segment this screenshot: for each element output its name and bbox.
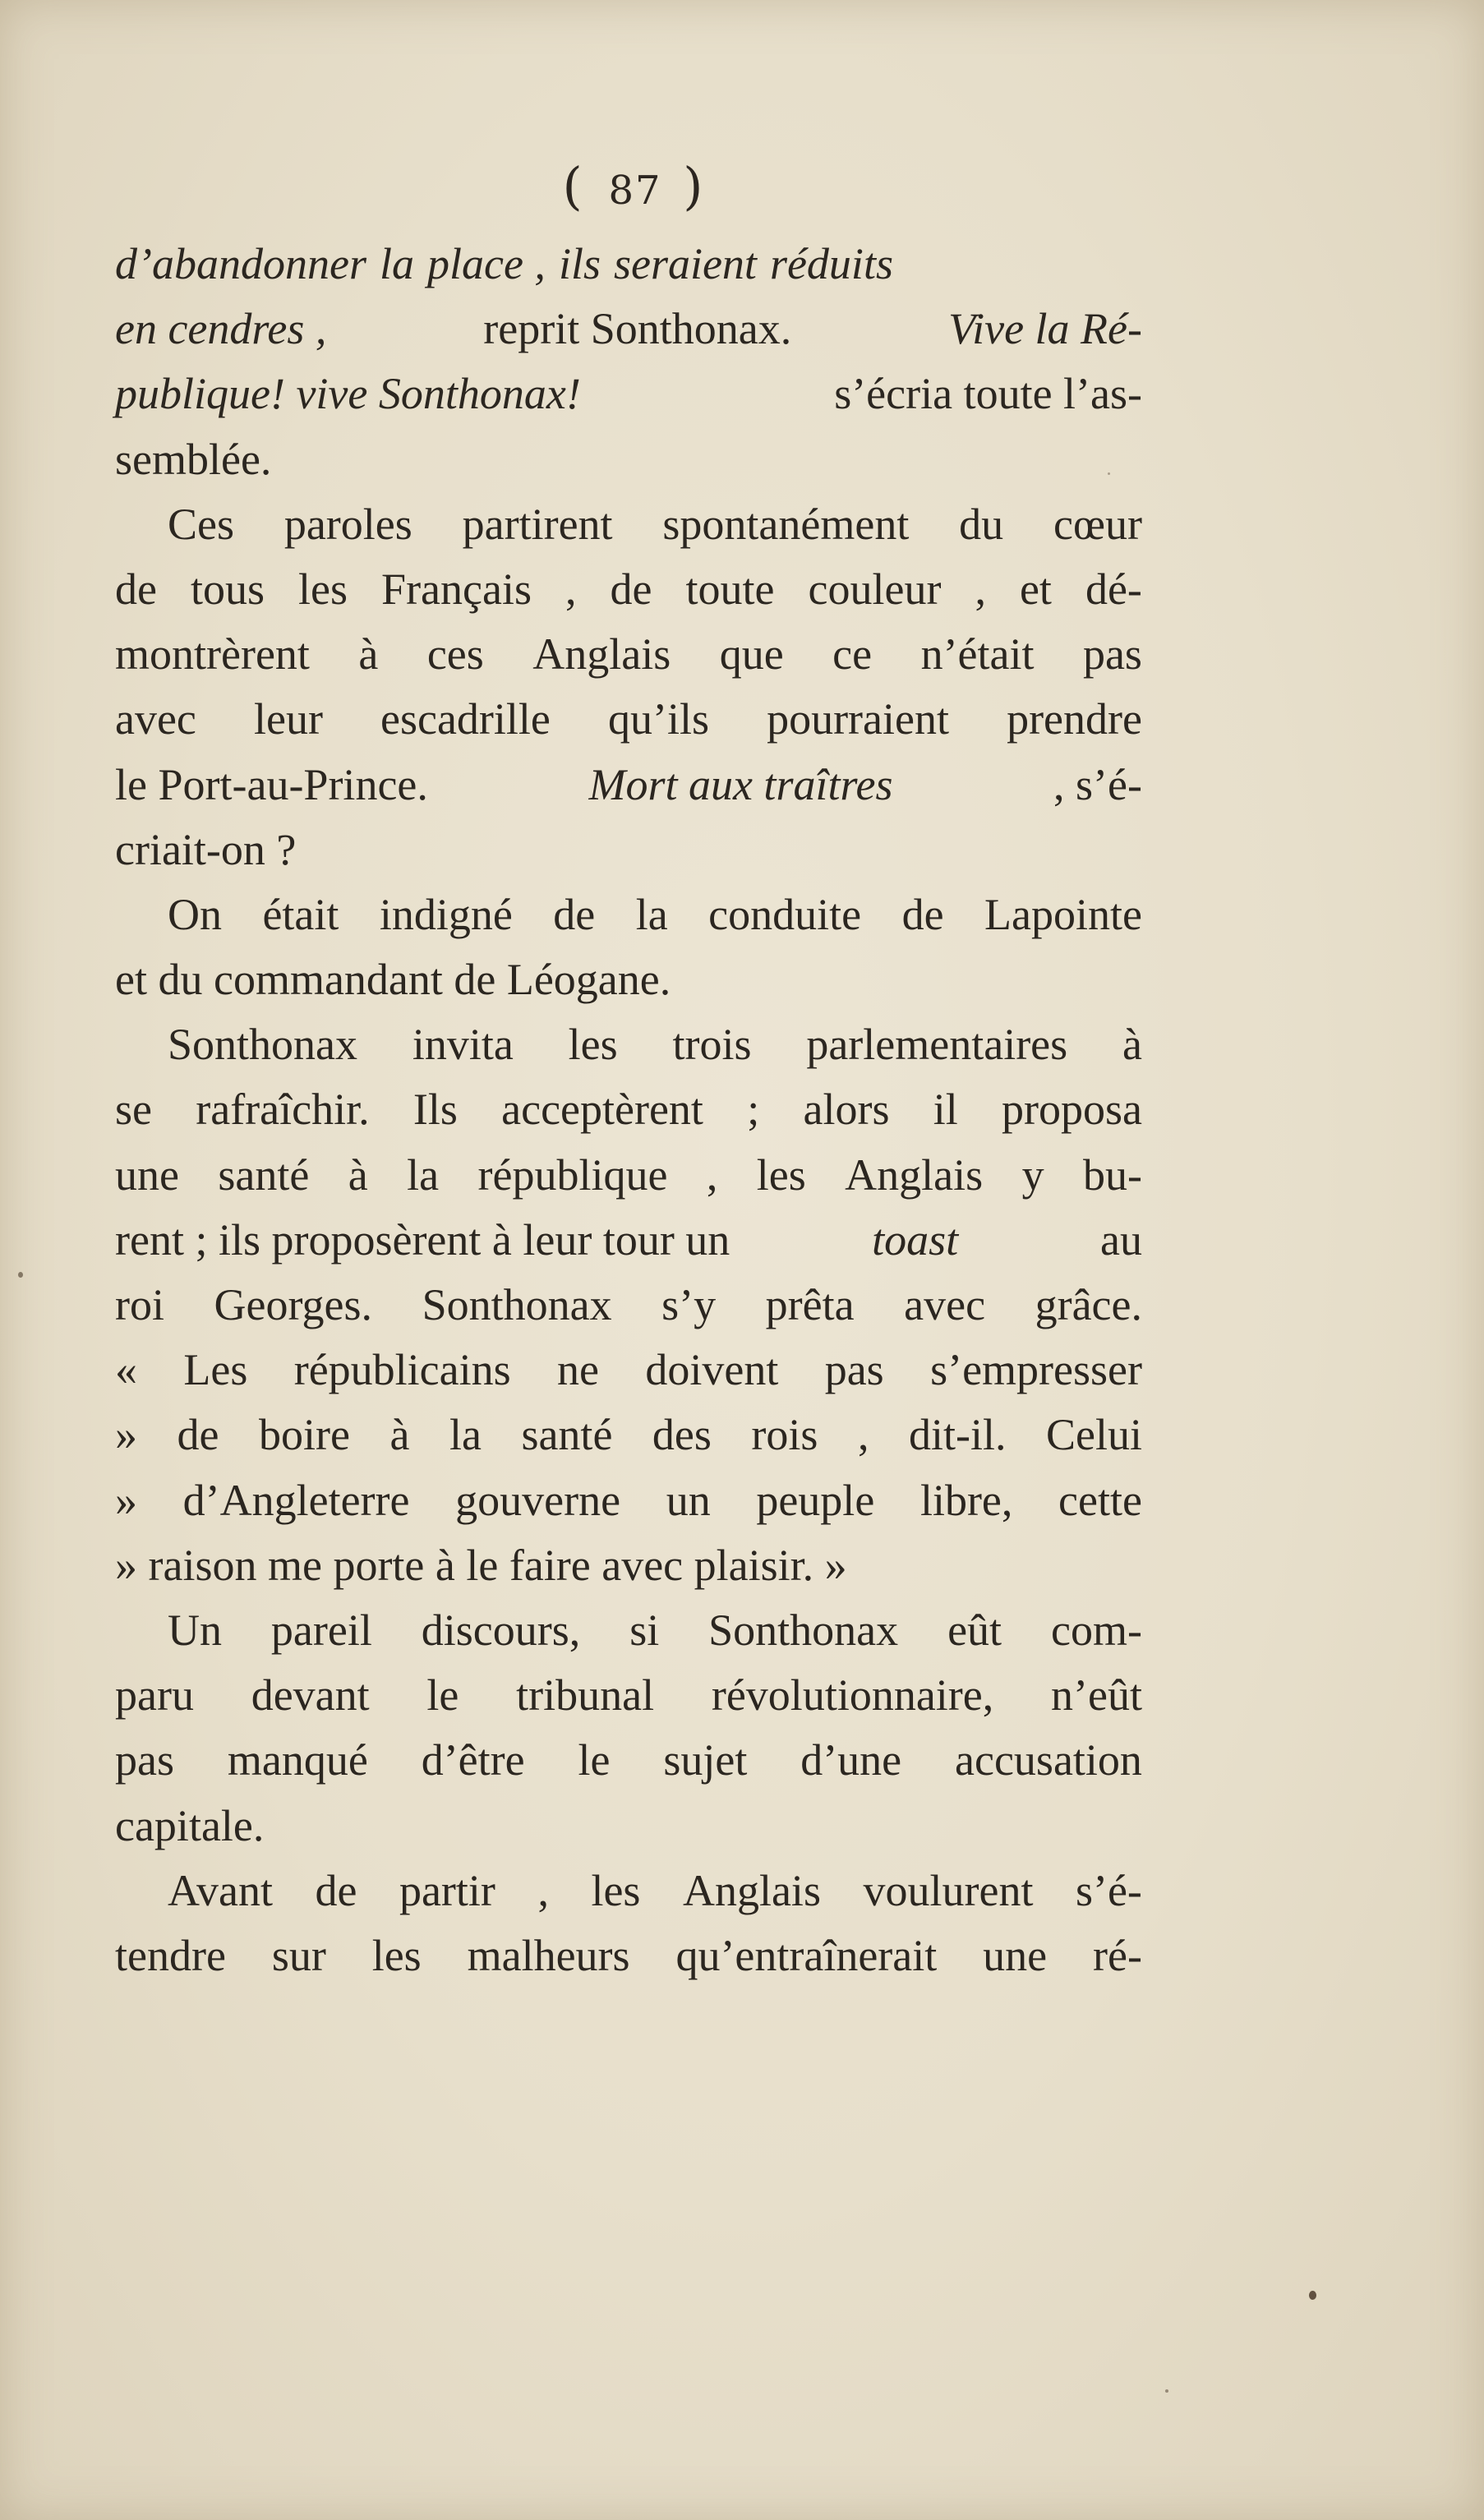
word: tribunal [516,1670,655,1721]
word: paru [115,1670,194,1721]
word: s’y [661,1280,717,1329]
word: il [933,1085,958,1135]
word: acceptèrent [501,1085,703,1135]
word: Celui [1045,1410,1142,1460]
italic-text-segment: toast [872,1214,959,1265]
word: » [115,1410,137,1460]
word: d’Angleterre [182,1475,410,1525]
word: une [983,1930,1048,1980]
text-segment [115,1143,1142,1208]
word: devant [251,1670,370,1721]
text-line [115,1794,1142,1859]
word: révolutionnaire, [711,1670,994,1721]
ink-speck [1165,2389,1168,2393]
word: de [553,889,596,939]
word: Français [381,564,532,614]
word: discours, [421,1605,581,1655]
word: com- [1050,1605,1142,1655]
italic-text-segment: la [379,239,414,288]
text-segment [168,1012,1142,1077]
text-segment [115,1338,1142,1403]
word: libre, [919,1475,1013,1525]
word: le [578,1735,611,1785]
word: des [652,1410,712,1460]
text-segment [168,882,1142,947]
word: de [610,564,652,614]
word: spontanément [662,499,910,549]
word: santé [521,1410,613,1460]
text-segment: semblée. [115,434,272,484]
text-segment [115,1403,1142,1467]
word: grâce. [1035,1280,1142,1329]
word: Anglais [682,1865,821,1915]
text-segment: , s’é- [1053,759,1142,809]
word: ; [747,1085,760,1135]
word: escadrille [380,694,551,744]
word: voulurent [863,1865,1034,1915]
word: santé [218,1149,310,1200]
word: cette [1058,1475,1142,1525]
word: qu’entraînerait [675,1930,938,1980]
word: doivent [645,1345,779,1395]
text-segment [168,1859,1142,1923]
word: de [315,1865,357,1915]
word: pareil [270,1605,372,1655]
body-text [115,232,1142,1988]
word: à [348,1149,368,1200]
word: , [975,564,986,614]
word: s’empresser [930,1345,1142,1395]
word: pas [1082,629,1142,680]
word: le [426,1670,459,1721]
word: n’eût [1051,1670,1142,1721]
text-line [115,1663,1142,1728]
word: , [537,1865,549,1915]
text-line [115,1923,1142,1988]
ink-speck [1309,2291,1316,2300]
word: manqué [227,1735,368,1785]
word: rafraîchir. [196,1085,370,1135]
word: cœur [1053,499,1142,549]
word: proposa [1002,1085,1142,1135]
word: sujet [663,1735,748,1785]
italic-text-segment: d’abandonner [115,239,366,288]
word: paroles [283,499,412,549]
word: peuple [756,1475,875,1525]
word: trois [672,1020,752,1070]
text-line [115,1077,1142,1142]
word: partirent [462,499,613,549]
word: les [756,1149,806,1200]
word: à [358,629,379,680]
word: avec [904,1280,986,1329]
word: prendre [1007,694,1142,744]
word: à [1122,1020,1142,1070]
word: n’était [920,629,1035,680]
word: si [629,1605,660,1655]
word: invita [412,1020,514,1070]
word: les [568,1020,618,1070]
word: Anglais [532,629,671,680]
italic-text-segment: réduits [769,239,893,288]
page-number-close-paren: ) [683,156,708,216]
word: s’é- [1075,1865,1142,1915]
text-segment: au [1100,1214,1142,1265]
word: prêta [765,1280,855,1329]
word: de [115,564,157,614]
word: parlementaires [806,1020,1068,1070]
word: Ces [168,499,234,549]
word: Sonthonax [168,1020,358,1070]
word: du [959,499,1004,549]
word: à [389,1410,410,1460]
text-line [115,1598,1142,1663]
word: une [115,1149,179,1200]
word: la [635,889,668,939]
text-line [115,1859,1142,1923]
word: partir [399,1865,495,1915]
text-line [115,947,1142,1012]
text-line [115,427,1142,492]
word: les [298,564,348,614]
word: toute [685,564,775,614]
word: se [115,1085,152,1135]
word: les [371,1930,422,1980]
word: eût [947,1605,1002,1655]
italic-text-segment: Vive la Ré- [948,304,1142,354]
text-segment [115,1663,1142,1728]
word: ré- [1093,1930,1142,1980]
word: république [477,1149,668,1200]
word: de [901,889,944,939]
text-segment [168,1598,1142,1663]
word: que [719,629,784,680]
italic-text-segment: place , [426,239,546,288]
word: ces [426,629,484,680]
text-line [115,1338,1142,1403]
text-line [115,687,1142,752]
text-segment [115,557,1142,622]
word: républicains [293,1345,511,1395]
word: leur [253,694,323,744]
word: couleur [808,564,942,614]
text-line [115,1403,1142,1467]
word: Avant [168,1865,273,1915]
word: rois [751,1410,818,1460]
word: sur [271,1930,326,1980]
word: Un [168,1605,222,1655]
text-line [115,1533,1142,1598]
word: ne [557,1345,599,1395]
word: pourraient [767,694,949,744]
word: Ils [412,1085,458,1135]
word: Georges. [214,1280,373,1329]
text-segment [168,492,1142,557]
text-line [115,1728,1142,1793]
text-line [115,557,1142,622]
word: alors [803,1085,890,1135]
text-segment: et du commandant de Léogane. [115,955,671,1005]
text-segment: rent ; ils proposèrent à leur tour un [115,1214,730,1265]
word: On [168,889,222,939]
word: , [565,564,577,614]
text-segment [115,1728,1142,1793]
word: « [115,1345,137,1395]
word: et [1019,564,1052,614]
text-line [115,1208,1142,1273]
word: roi [115,1280,164,1329]
word: un [666,1475,711,1525]
word: , [706,1149,718,1200]
ink-speck [1108,472,1110,475]
word: Les [183,1345,248,1395]
word: Sonthonax [708,1605,899,1655]
italic-text-segment: seraient [613,239,757,288]
italic-text-segment: publique! vive Sonthonax! [115,369,581,419]
page-number-value: 87 [608,168,662,214]
text-line [115,297,1142,362]
italic-text-segment: ils [558,239,601,288]
page-number-open-paren: ( [562,156,588,216]
word: ce [832,629,873,680]
word: pas [824,1345,884,1395]
text-segment [115,622,1142,687]
text-segment: capitale. [115,1800,265,1850]
ink-speck [18,1272,23,1278]
word: de [177,1410,219,1460]
text-line [115,1468,1142,1533]
text-line [115,622,1142,687]
text-line [115,753,1142,818]
text-line [115,818,1142,882]
word: d’une [800,1735,902,1785]
word: bu- [1082,1149,1142,1200]
text-segment [115,1923,1142,1988]
word: Anglais [845,1149,984,1200]
word: tendre [115,1930,226,1980]
word: montrèrent [115,629,310,680]
text-line [115,492,1142,557]
word: d’être [421,1735,525,1785]
word: la [407,1149,440,1200]
text-segment: s’écria toute l’as- [834,369,1142,419]
word: conduite [708,889,862,939]
word: qu’ils [607,694,709,744]
word: accusation [955,1735,1142,1785]
word: , [857,1410,869,1460]
text-segment: le Port-au-Prince. [115,759,428,809]
word: » [115,1475,137,1525]
italic-text-segment: Mort aux traîtres [588,759,893,809]
word: pas [115,1735,174,1785]
text-segment [115,1468,1142,1533]
word: dé- [1085,564,1142,614]
text-segment: reprit Sonthonax. [483,304,792,354]
word: malheurs [467,1930,630,1980]
word: avec [115,694,196,744]
text-line [115,232,1142,297]
text-segment: criait-on ? [115,824,297,874]
word: tous [190,564,265,614]
word: était [262,889,339,939]
text-line [115,882,1142,947]
page-number [0,156,1270,216]
text-line [115,362,1142,426]
text-segment [115,687,1142,752]
word: y [1021,1149,1044,1200]
word: Lapointe [984,889,1142,939]
text-line [115,1012,1142,1077]
word: gouverne [455,1475,621,1525]
word: Sonthonax [422,1280,612,1329]
text-line [115,1273,1142,1338]
italic-text-segment: en cendres , [115,304,327,354]
text-segment [115,1077,1142,1142]
word: les [591,1865,641,1915]
word: indigné [379,889,513,939]
word: boire [259,1410,350,1460]
text-segment: » raison me porte à le faire avec plaisir. » [115,1540,847,1590]
word: la [449,1410,482,1460]
text-segment [115,1273,1142,1338]
text-line [115,1143,1142,1208]
word: dit-il. [908,1410,1007,1460]
